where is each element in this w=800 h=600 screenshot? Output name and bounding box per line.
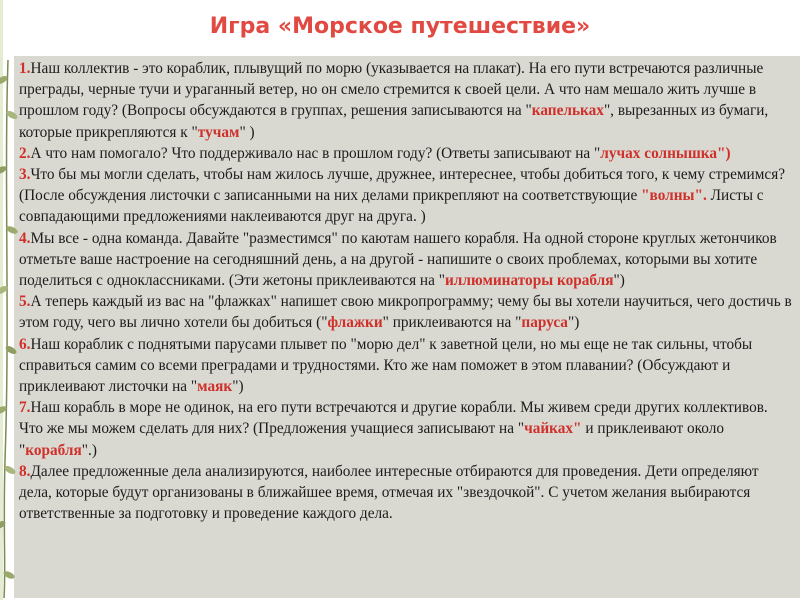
paragraph-number: 2. <box>19 144 31 162</box>
highlighted-term: тучам <box>197 123 240 141</box>
highlighted-term: маяк <box>197 378 233 396</box>
highlighted-term: паруса <box>521 314 568 332</box>
paragraph-number: 8. <box>19 462 31 480</box>
paragraph-6 <box>19 334 795 398</box>
paragraph-text: А что нам помогало? Что поддерживало нас в прошлом году? (Ответы записывают на " <box>30 144 601 162</box>
paragraph-text: " ) <box>239 123 255 141</box>
paragraph-text: ".) <box>81 441 97 459</box>
paragraph-text: Листы с совпадающими предложениями наклеиваются друг на друга. ) <box>19 187 764 226</box>
paragraph-number: 7. <box>19 399 31 417</box>
paragraph-8 <box>19 461 795 525</box>
paragraph-4 <box>19 228 795 292</box>
paragraph-text: ") <box>232 378 244 396</box>
instructions-text <box>19 58 795 524</box>
paragraph-text: ") <box>567 314 580 332</box>
paragraph-5 <box>19 291 795 333</box>
paragraph-7 <box>19 397 795 461</box>
paragraph-text: А теперь каждый из вас на "флажках" напишет свою микропрограмму; чему бы вы хотели научиться, чего достичь в этом году, чего вы лично хотели бы добиться (" <box>19 293 792 332</box>
paragraph-text: ", вырезанных из бумаги, которые прикрепляются к " <box>19 102 769 141</box>
paragraph-text: Мы все - одна команда. Давайте "разместимся" по каютам нашего корабля. На одной стороне круглых жетончиков отметьте ваше настроение на сегодняшний день, а на другой - напишите о своих проблемах, которыми вы хотите поделиться с одноклассниками. (Эти жетоны приклеиваются на " <box>19 229 777 290</box>
highlighted-term: флажки <box>327 314 383 332</box>
paragraph-text: Что бы мы могли сделать, чтобы нам жилось лучше, дружнее, интереснее, чтобы добиться того, к чему стремимся? (После обсуждения листочки с записанными на них делами прикрепляют на соответствующие <box>19 166 786 205</box>
paragraph-number: 3. <box>19 166 31 184</box>
paragraph-text: Наш коллектив - это кораблик, плывущий по морю (указывается на плакат). На его пути встречаются различные преграды, черные тучи и ураганный ветер, но он смело стремится к своей цели. А что нам мешало жить лучше в прошлом году? (Вопросы обсуждаются в группах, решения записываются на " <box>19 60 764 120</box>
paragraph-text: ") <box>613 272 625 290</box>
highlighted-term: чайках" <box>524 420 582 438</box>
highlighted-term: лучах солнышка") <box>600 144 731 162</box>
highlighted-term: "волны". <box>641 187 707 205</box>
paragraph-number: 1. <box>19 60 31 77</box>
paragraph-text: Наш кораблик с поднятыми парусами плывет по "морю дел" к заветной цели, но мы еще не так сильны, чтобы справиться самим со всеми преградами и трудностями. Кто же нам поможет в этом плавании? (Обсуждают и приклеивают листочки на " <box>19 335 753 396</box>
paragraph-2 <box>19 143 795 164</box>
paragraph-text: " приклеиваются на " <box>382 314 522 332</box>
left-accent-stripe <box>0 0 3 600</box>
highlighted-term: капельках <box>531 102 604 120</box>
paragraph-text: Наш корабль в море не одинок, на его пути встречаются и другие корабли. Мы живем среди других коллективов. Что же мы можем сделать для них? (Предложения учащиеся записывают на " <box>19 399 768 438</box>
highlighted-term: иллюминаторы корабля <box>444 272 614 290</box>
paragraph-3 <box>19 164 795 228</box>
highlighted-term: корабля <box>25 441 82 459</box>
paragraph-1 <box>19 58 795 143</box>
paragraph-text: и приклеивают около " <box>19 420 725 459</box>
paragraph-number: 5. <box>19 293 31 311</box>
slide-title: Игра «Морское путешествие» <box>209 14 591 39</box>
paragraph-text: Далее предложенные дела анализируются, наиболее интересные отбираются для проведения. Дети определяют дела, которые будут организованы в ближайшее время, отмечая их "звездочкой". С учетом желания выбираются ответственные за подготовку и проведение каждого дела. <box>19 462 759 523</box>
paragraph-number: 4. <box>19 229 31 247</box>
paragraph-number: 6. <box>19 335 31 353</box>
